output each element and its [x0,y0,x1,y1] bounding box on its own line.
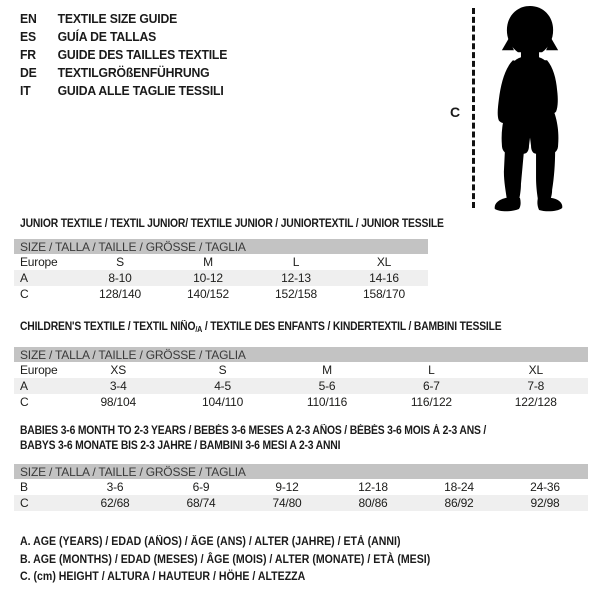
size-header-bar [14,239,428,254]
cell: 12-13 [252,270,340,286]
babies-size-table [14,464,588,511]
cell: XL [528,363,543,377]
babies-table-title [20,424,486,454]
cell: 9-12 [275,480,299,494]
footnote-c: C. (cm) HEIGHT / ALTURA / HAUTEUR / HÖHE / ALTEZZA [20,571,306,583]
cell: 122/128 [514,395,557,409]
row-label: B [20,480,28,494]
junior-table-title: JUNIOR TEXTILE / TEXTIL JUNIOR/ TEXTILE JUNIOR / JUNIORTEXTIL / JUNIOR TESSILE [20,218,444,230]
cell: S [218,363,227,377]
toddler-silhouette-icon [477,5,579,212]
children-size-table [14,347,588,410]
language-code: IT [20,83,31,98]
cell: 128/140 [99,287,141,301]
cell: 7-8 [484,378,588,394]
language-row-de [20,64,227,82]
height-label: C [450,104,461,120]
row-label: A [14,378,66,394]
cell: 6-7 [379,378,483,394]
table-row-c [14,286,428,302]
cell: L [428,363,435,377]
cell: XL [376,255,392,269]
cell: 68/74 [158,495,244,511]
cell: 3-6 [106,480,124,494]
cell: 4-5 [170,378,274,394]
footnote-a: A. AGE (YEARS) / EDAD (AÑOS) / ÂGE (ANS) / ALTER (JAHRE) / ETÀ (ANNI) [20,536,401,548]
table-row-c [14,394,588,410]
row-label: C [14,495,72,511]
title-subscript: /A [195,325,203,334]
footnotes [20,534,430,587]
language-code: DE [20,65,37,80]
cell: 140/152 [187,287,229,301]
row-label: C [20,287,29,301]
row-label: C [20,395,29,409]
cell: 98/104 [100,395,136,409]
junior-size-table [14,239,428,302]
cell: 158/170 [363,287,405,301]
cell: 10-12 [164,270,252,286]
cell: 104/110 [202,395,244,409]
cell: M [203,255,213,269]
language-row-it [20,82,227,100]
cell: S [116,255,124,269]
cell: 14-16 [340,270,428,286]
language-title: GUIDA ALLE TAGLIE TESSILI [57,83,224,98]
cell: 12-18 [358,480,388,494]
language-code: FR [20,47,36,62]
cell: 152/158 [275,287,317,301]
title-line-2: BABYS 3-6 MONATE BIS 2-3 JAHRE / BAMBINI 3-6 MESI A 2-3 ANNI [20,440,341,452]
language-header [20,10,227,100]
cell: M [322,363,332,377]
cell: 80/86 [330,495,416,511]
cell: 110/116 [306,395,348,409]
size-header-label: SIZE / TALLA / TAILLE / GRÖSSE / TAGLIA [14,239,428,254]
cell: 62/68 [72,495,158,511]
cell: 74/80 [244,495,330,511]
cell: L [292,255,300,269]
title-text: / TEXTILE DES ENFANTS / KINDERTEXTIL / BAMBINI TESSILE [202,321,502,333]
cell: XS [110,363,126,377]
language-title: TEXTILGRÖßENFÜHRUNG [57,65,210,80]
table-row-europe [14,362,588,378]
height-dashed-line [472,8,475,208]
footnote-b: B. AGE (MONTHS) / EDAD (MESES) / ÂGE (MOIS) / ALTER (MONATE) / ETÀ (MESI) [20,553,431,566]
size-header-bar [14,347,588,362]
size-header-label: SIZE / TALLA / TAILLE / GRÖSSE / TAGLIA [14,464,588,479]
size-header-bar [14,464,588,479]
language-row-fr [20,46,227,64]
title-line-1: BABIES 3-6 MONTH TO 2-3 YEARS / BEBÉS 3-6 MESES A 2-3 AÑOS / BÉBÉS 3-6 MOIS À 2-3 ANS / [20,425,487,437]
language-code: ES [20,29,36,44]
cell: 6-9 [192,480,210,494]
row-label: Europe [20,255,58,269]
cell: 92/98 [502,495,588,511]
cell: 24-36 [530,480,560,494]
cell: 5-6 [275,378,379,394]
cell: 18-24 [444,480,474,494]
language-title: GUÍA DE TALLAS [57,29,157,44]
cell: 86/92 [416,495,502,511]
table-row-a [14,270,428,286]
table-row-a [14,378,588,394]
row-label: Europe [20,363,58,377]
language-row-en [20,10,227,28]
language-title: GUIDE DES TAILLES TEXTILE [57,47,228,62]
cell: 3-4 [66,378,170,394]
title-text: CHILDREN'S TEXTILE / TEXTIL NIÑO [20,321,196,333]
table-row-europe [14,254,428,270]
table-row-c [14,495,588,511]
language-row-es [20,28,227,46]
size-header-label: SIZE / TALLA / TAILLE / GRÖSSE / TAGLIA [14,347,588,362]
table-row-b [14,479,588,495]
children-table-title [20,320,501,337]
language-code: EN [20,11,37,26]
cell: 116/122 [410,395,452,409]
language-title: TEXTILE SIZE GUIDE [57,11,178,26]
row-label: A [14,270,76,286]
cell: 8-10 [76,270,164,286]
